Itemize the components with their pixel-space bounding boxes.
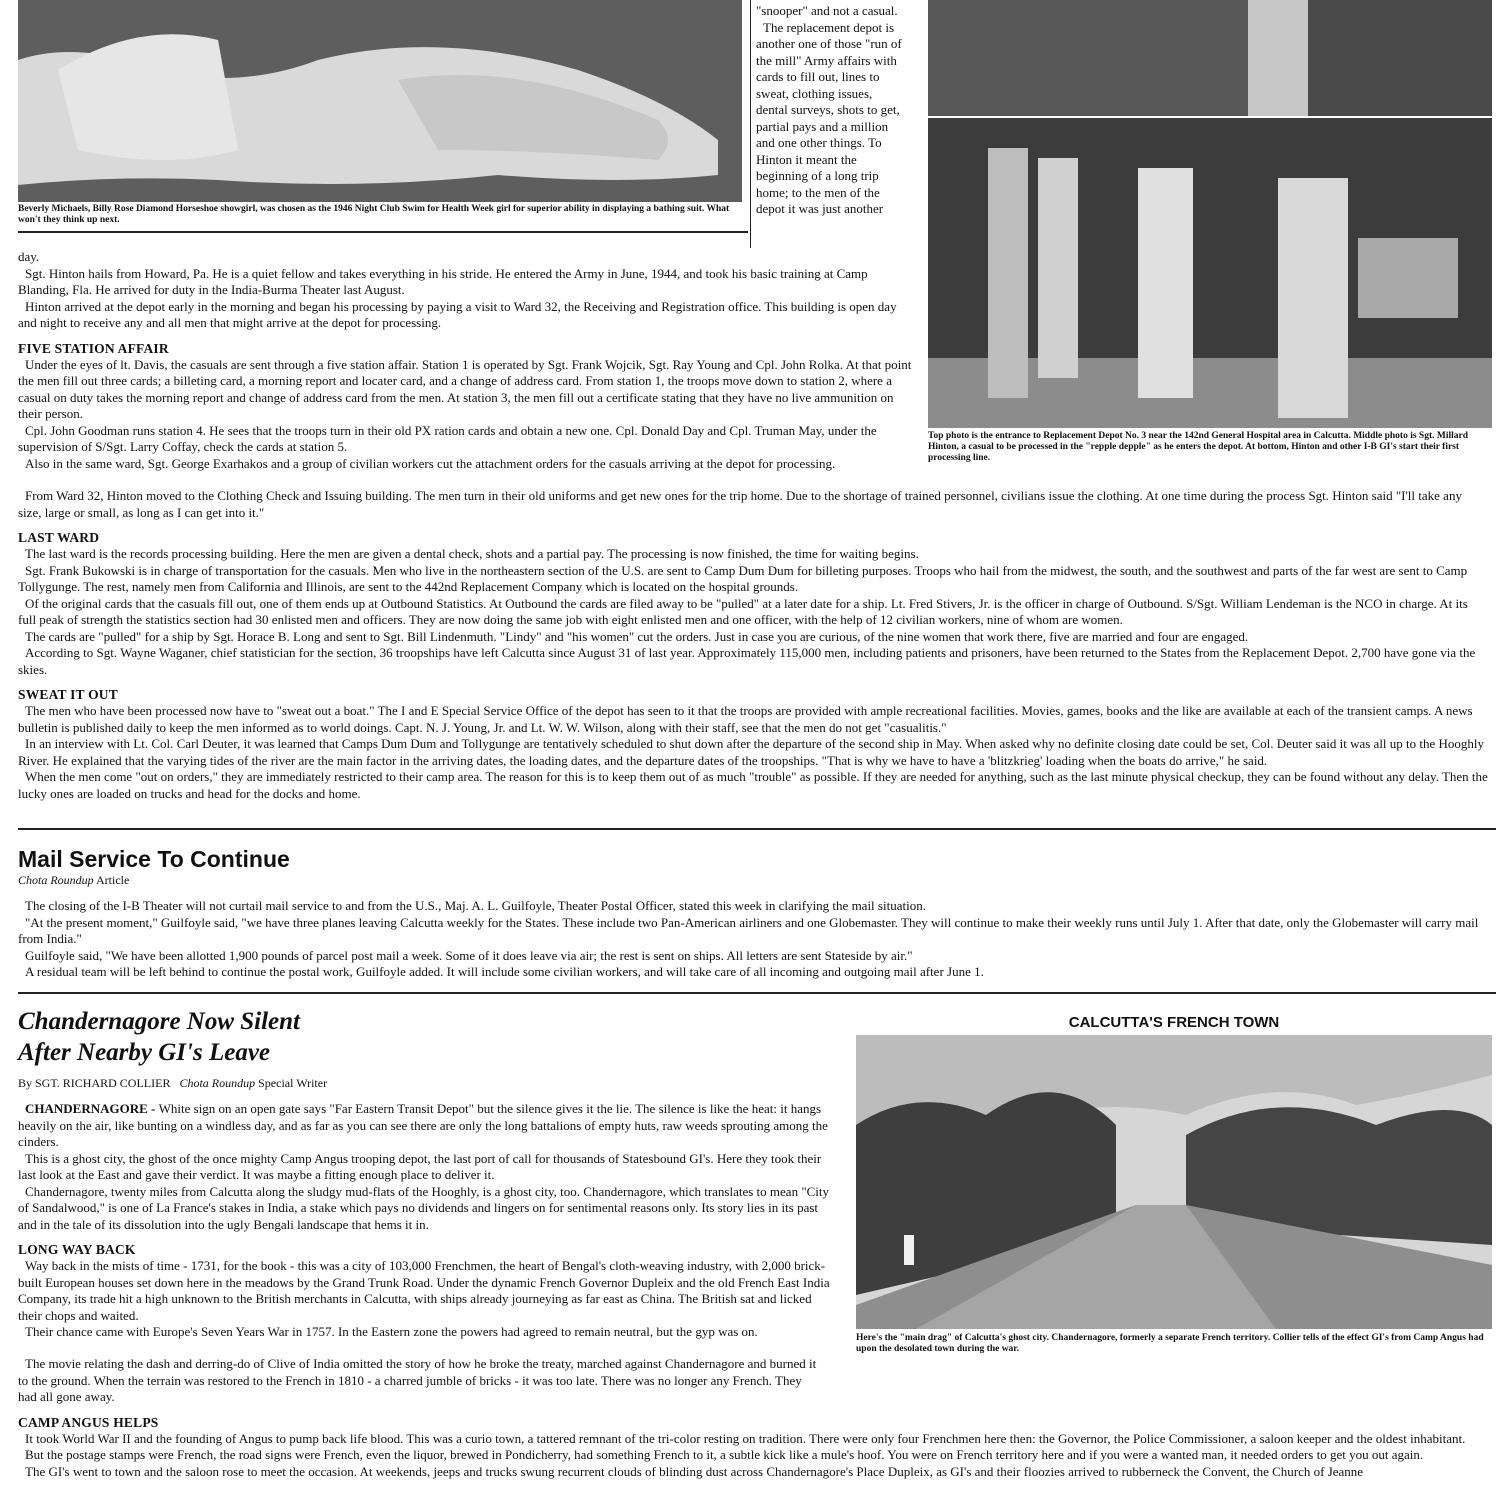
section-heading: SWEAT IT OUT (18, 687, 118, 702)
depot-article-intro (18, 249, 918, 472)
mail-source-publication: Chota Roundup (18, 873, 94, 887)
mail-article (18, 845, 1488, 981)
chandernagore-title-line2: After Nearby GI's Leave (18, 1039, 271, 1066)
processing-line-photo (928, 118, 1492, 428)
mail-para: "At the present moment," Guilfoyle said, "we have three planes leaving Calcutta weekly for the States. These include two Pan-American airliners and one Globemaster. They will continue to make their weekly runs until July 1. After that date, only the Globemaster will carry mail from India." (18, 914, 1479, 946)
mail-article-title: Mail Service To Continue (18, 846, 290, 872)
column-divider (750, 0, 751, 248)
section-heading: CAMP ANGUS HELPS (18, 1414, 159, 1430)
chandernagore-title (18, 1006, 618, 1068)
french-town-photo-caption: Here's the "main drag" of Calcutta's ghost city. Chandernagore, formerly a separate French territory. Collier tells of the effect GI's from Camp Angus had upon the desolated town during the war. (856, 1333, 1484, 1354)
caption-rule (18, 231, 748, 233)
french-town-photo-title: CALCUTTA'S FRENCH TOWN (1068, 1014, 1280, 1031)
chandernagore-para: This is a ghost city, the ghost of the once mighty Camp Angus trooping depot, the last port of call for thousands of Statesbound GI's. Here they took their last look at the East and gave their verdict. It was maybe a fitting enough place to deliver it. (18, 1150, 822, 1182)
section-heading: FIVE STATION AFFAIR (18, 340, 169, 356)
mail-para: The closing of the I-B Theater will not curtail mail service to and from the U.S., Maj. A. L. Guilfoyle, Theater Postal Officer, stated this week in clarifying the mail situation. (25, 898, 926, 913)
article-divider (18, 828, 1496, 830)
section-para: Also in the same ward, Sgt. George Exarhakos and a group of civilian workers cut the attachment orders for the casuals arriving at the depot for processing. (25, 455, 836, 471)
narrow-column-para: The replacement depot is another one of those "run of the mill" Army affairs with cards to fill out, lines to sweat, clothing issues, dental surveys, shots to get, partial pays and a million and one other things. To Hinton it meant the beginning of a long trip home; to the men of the depot it was just another (756, 19, 902, 216)
depot-article-main (18, 488, 1488, 802)
long-way-para: Way back in the mists of time - 1731, for the book - this was a city of 103,000 Frenchmen, the heart of Bengal's cloth-weaving industry, with 2,000 brick-built European houses set down here in the meadows by the Grand Trunk Road. Under the dynamic French Governor Dupleix and the old French East India Company, its trade hit a high unknown to the British merchants in Calcutta, with ships already journeying as far east as China. The British sat and licked their chops and waited. (18, 1258, 830, 1323)
depot-entrance-photo-image (928, 0, 1492, 116)
narrow-column-para: "snooper" and not a casual. (756, 3, 898, 18)
byline-author: By SGT. RICHARD COLLIER (18, 1076, 171, 1090)
ward32-para: From Ward 32, Hinton moved to the Clothing Check and Issuing building. The men turn in their old uniforms and get new ones for the trip home. Due to the shortage of trained personnel, civilians issue the clothing. At one time during the process Sgt. Hinton said "I'll take any size, large or small, as long as I can get into it." (18, 488, 1462, 520)
long-way-para: Their chance came with Europe's Seven Years War in 1757. In the Eastern zone the powers had agreed to remain neutral, but the gyp was on. (25, 1324, 758, 1339)
camp-angus-para: But the postage stamps were French, the road signs were French, even the liquor, brewed in Pondicherry, had something French to it, a subtle kick like a mule's hoof. You were on French territory here and if you were a wanted man, it needed orders to get you out again. (25, 1447, 1424, 1462)
section-para: According to Sgt. Wayne Waganer, chief statistician for the section, 36 troopships have left Calcutta since August 31 of last year. Approximately 115,000 men, including patients and prisoners, have been returned to the States from the Replacement Depot. 2,700 have gone via the skies. (18, 645, 1476, 677)
section-para: In an interview with Lt. Col. Carl Deuter, it was learned that Camps Dum Dum and Tollygunge are tentatively scheduled to shut down after the departure of the second ship in May. When asked why no definite closing date could be set, Col. Deuter said it was all up to the Hooghly River. He explained that the varying tides of the river are the main factor in the arriving dates, the loading dates, and the departure dates of the troopships. "That is why we have to have a 'blitzkrieg' loading when the boats do arrive," he said. (18, 736, 1485, 768)
chandernagore-byline (18, 1076, 618, 1091)
lead-text: White sign on an open gate says "Far Eastern Transit Depot" but the silence gives it the lie. The silence is like the heat: it hangs heavily on the air, like bunting on a windless day, and as far as you can see there are only the long battalions of empty huts, raw weeds sprouting among the cinders. (18, 1101, 828, 1149)
intro-para: day. (18, 249, 40, 264)
section-para: Of the original cards that the casuals fill out, one of them ends up at Outbound Statistics. At Outbound the cards are filed away to be "pulled" at a later date for a ship. Lt. Fred Stivers, Jr. is the officer in charge of Outbound. S/Sgt. William Lendeman is the NCO in charge. At its full peak of strength the statistics section had 30 enlisted men and officers. They are now doing the same job with eight enlisted men and one officer, with the help of 12 civilian workers, nine of whom are women. (18, 595, 1468, 627)
section-para: The men who have been processed now have to "sweat out a boat." The I and E Special Service Office of the depot has seen to it that the troops are provided with ample recreational facilities. Movies, games, books and the like are available at each of the transient camps. A news bulletin is published daily to keep the men informed as to world doings. Capt. N. J. Young, Jr. and Lt. W. W. Wilson, along with their staff, see that the men do not get "casualitis." (18, 703, 1473, 735)
french-town-photo-image (856, 1035, 1492, 1329)
article-divider (18, 992, 1496, 994)
swimsuit-photo-image (18, 0, 742, 202)
mail-article-source (18, 873, 1488, 888)
lead-para (18, 1101, 838, 1151)
section-para: Cpl. John Goodman runs station 4. He sees that the troops turn in their old PX ration cards and obtain a new one. Cpl. Donald Day and Cpl. Truman May, under the supervision of S/Sgt. Larry Coffay, check the cards at station 5. (18, 422, 877, 454)
section-para: Under the eyes of lt. Davis, the casuals are sent through a five station affair. Station 1 is operated by Sgt. Frank Wojcik, Sgt. Ray Young and Cpl. John Rolka. At that point the men fill out three cards; a billeting card, a morning report and locater card, and a change of address card. From station 1, the troops move down to station 2, where a casual on duty takes the morning report and change of address card from the men. At station 3, the men fill out a certificate stating that they have no live ammunition on their person. (18, 356, 912, 421)
right-photo-caption: Top photo is the entrance to Replacement Depot No. 3 near the 142nd General Hospital area in Calcutta. Middle photo is Sgt. Millard Hinton, a casual to be processed in the "repple depple" as he enters the depot. At bottom, Hinton and other I-B GI's start their first processing line. (928, 431, 1468, 463)
long-way-para: The movie relating the dash and derring-do of Clive of India omitted the story of how he broke the treaty, marched against Chandernagore and burned it to the ground. When the terrain was restored to the French in 1810 - a charred jumble of bricks - it was too late. There was no longer any French. They had all gone away. (18, 1356, 817, 1404)
byline-publication: Chota Roundup (179, 1076, 256, 1090)
intro-para: Hinton arrived at the depot early in the morning and began his processing by paying a visit to Ward 32, the Receiving and Registration office. This building is open day and night to receive any and all men that might arrive at the depot for processing. (18, 298, 897, 330)
french-town-photo (856, 1035, 1492, 1329)
section-para: Sgt. Frank Bukowski is in charge of transportation for the casuals. Men who live in the northeastern section of the U.S. are sent to Camp Dum Dum for billeting purposes. Troops who hail from the midwest, the south, and the southwest and parts of the far west are sent to Camp Tollygunge. The rest, namely men from California and Illinois, are sent to the 442nd Replacement Company which is located on the hospital grounds. (18, 562, 1468, 594)
mail-para: A residual team will be left behind to continue the postal work, Guilfoyle added. It will include some civilian workers, and will take care of all incoming and outgoing mail after June 1. (25, 964, 984, 979)
swimsuit-photo (18, 0, 742, 202)
chandernagore-lead-column (18, 1101, 838, 1341)
camp-angus-para: The GI's went to town and the saloon rose to meet the occasion. At weekends, jeeps and trucks swung recurrent clouds of blinding dust across Chandernagore's Place Dupleix, as GI's and their floozies arrived to rubberneck the Convent, the Church of Jeanne (25, 1463, 1364, 1479)
depot-entrance-photo (928, 0, 1492, 116)
chandernagore-para: Chandernagore, twenty miles from Calcutta along the sludgy mud-flats of the Hooghly, is a ghost city, too. Chandernagore, which translates to mean "City of Sandalwood," is one of La France's stakes in India, a stake which pays no dividends and lingers on for sentimental reasons only. Its story lies in its past and in the tale of its dissolution into the ugly Bengali landscape that hems it in. (18, 1183, 830, 1232)
narrow-column (756, 3, 906, 218)
mail-para: Guilfoyle said, "We have been allotted 1,900 pounds of parcel post mail a week. Some of it does leave via air; the rest is sent on ships. All letters are sent Stateside by air." (25, 947, 913, 963)
section-para: When the men come "out on orders," they are immediately restricted to their camp area. The reason for this is to keep them out of as much "trouble" as possible. If they are needed for anything, such as the last minute physical checkup, they can be found without any delay. Then the lucky ones are loaded on trucks and head for the docks and home. (18, 769, 1488, 801)
processing-line-photo-image (928, 118, 1492, 428)
intro-para: Sgt. Hinton hails from Howard, Pa. He is a quiet fellow and takes everything in his stride. He entered the Army in June, 1944, and took his basic training at Camp Blanding, Fla. He arrived for duty in the India-Burma Theater last August. (18, 265, 868, 297)
chandernagore-full-width (18, 1356, 1493, 1480)
section-heading: LONG WAY BACK (18, 1242, 136, 1257)
section-para: The cards are "pulled" for a ship by Sgt. Horace B. Long and sent to Sgt. Bill Lindenmuth. "Lindy" and "his women" cut the orders. Just in case you are curious, of the nine women that work there, five are married and four are engaged. (25, 628, 1249, 644)
swimsuit-photo-caption: Beverly Michaels, Billy Rose Diamond Horseshoe showgirl, was chosen as the 1946 Night Club Swim for Health Week girl for superior ability in displaying a bathing suit. What won't they think up next. (18, 204, 730, 225)
section-heading: LAST WARD (18, 530, 100, 545)
mail-source-label: Article (93, 873, 130, 887)
section-para: The last ward is the records processing building. Here the men are given a dental check, shots and a partial pay. The processing is now finished, the time for waiting begins. (25, 546, 919, 561)
dateline: CHANDERNAGORE - (25, 1101, 159, 1116)
byline-role: Special Writer (255, 1076, 328, 1090)
chandernagore-title-line1: Chandernagore Now Silent (18, 1008, 301, 1035)
camp-angus-para: It took World War II and the founding of Angus to pump back life blood. This was a curio town, a tattered remnant of the tri-color resting on tradition. There were only four Frenchmen here then: the Governor, the Police Commissioner, a saloon keeper and the oldest inhabitant. (25, 1430, 1466, 1446)
